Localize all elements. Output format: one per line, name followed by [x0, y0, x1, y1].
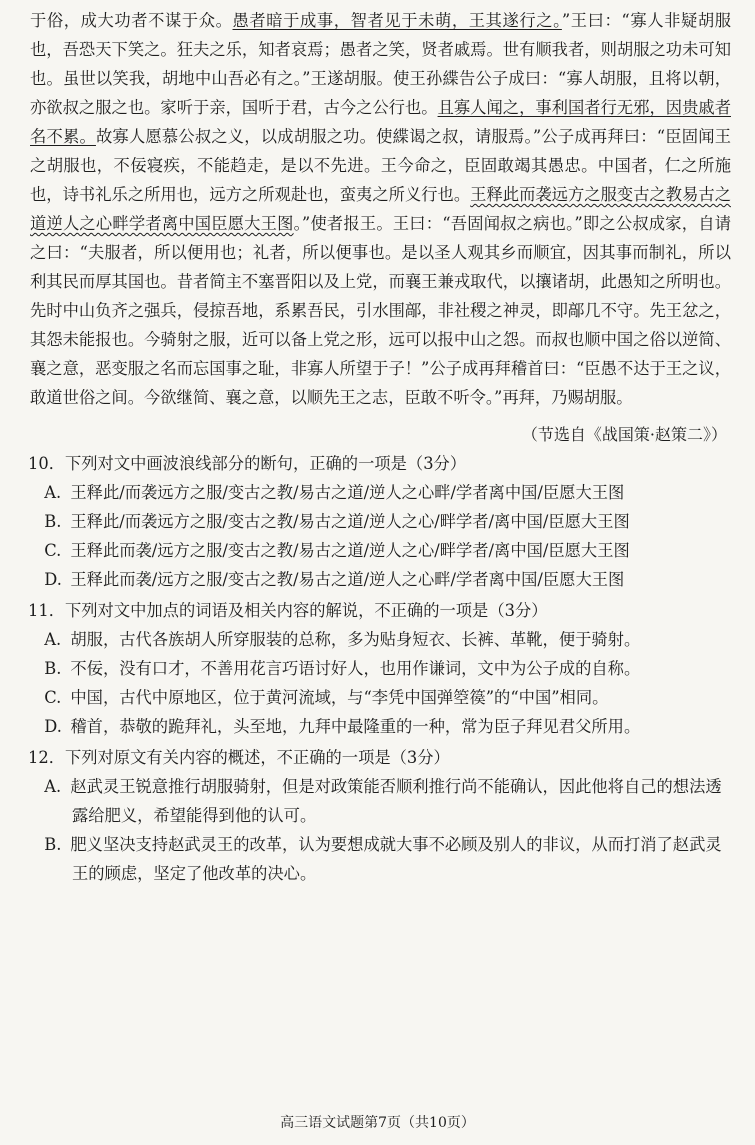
passage-text — [30, 6, 731, 412]
question-11-options — [30, 625, 731, 741]
question-10-stem: 10．下列对文中画波浪线部分的断句，正确的一项是（3分） — [28, 454, 467, 473]
passage-segment: 。”使者报王。王曰：“吾固闻叔之病也。”即之公叔成家，自请之曰：“夫服者，所以便用也；礼者，所以便事也。是以圣人观其乡而顺宜，因其事而制礼，所以利其民而厚其国也。昔者简主不塞晋阳以及上党，而襄王兼戎取代，以攘诸胡，此愚知之所明也。先时中山负齐之强兵，侵掠吾地，系累吾民，引水围鄗，非社稷之神灵，即鄗几不守。先王忿之，其怨未能报也。今骑射之服，近可以备上党之形，远可以报中山之怨。而叔也顺中国之俗以逆简、襄之意，恶变服之名而忘国事之耻，非寡人所望于子！”公子成再拜稽首曰：“臣愚不达于王之议，敢道世俗之间。今欲继简、襄之意，以顺先王之志，臣敢不听令。”再拜，乃赐胡服。 — [30, 214, 731, 407]
option-10-c: C. 王释此而袭/远方之服/变古之教/易古之道/逆人之心/畔学者/离中国/臣愿大王图 — [44, 541, 630, 560]
question-12-stem: 12．下列对原文有关内容的概述，不正确的一项是（3分） — [28, 748, 450, 767]
passage-segment: 故寡人愿慕公叔之义，以成胡服之功。使緤谒之叔，请服焉。”公子成再拜曰：“臣固闻王之胡服也，不佞寝疾，不能趋走，是以不先进。王今命之，臣固敢竭其愚忠。中国者，仁之所施也，诗书礼乐之所用也，远方之所观赴也，蛮夷之所义行也。 — [30, 127, 731, 204]
option-11-b: B. 不佞，没有口才，不善用花言巧语讨好人，也用作谦词，文中为公子成的自称。 — [44, 659, 641, 678]
question-10-options — [30, 478, 731, 594]
passage-segment: 于俗，成大功者不谋于众。 — [30, 11, 233, 30]
underlined-sentence-1: 愚者暗于成事，智者见于未萌，王其遂行之。 — [232, 11, 562, 30]
option-10-a: A. 王释此/而袭远方之服/变古之教/易古之道/逆人之心畔/学者离中国/臣愿大王图 — [44, 483, 625, 502]
option-12-b: B. 肥义坚决支持赵武灵王的改革，认为要想成就大事不必顾及别人的非议，从而打消了赵武灵王的顾虑，坚定了他改革的决心。 — [44, 835, 722, 883]
passage-source: （节选自《战国策·赵策二》） — [521, 425, 727, 444]
option-11-d: D. 稽首，恭敬的跪拜礼，头至地，九拜中最隆重的一种，常为臣子拜见君父所用。 — [44, 717, 641, 736]
underlined-sentence-2: 且寡人闻之，事利国者行无邪，因贵戚者名不累。 — [30, 98, 731, 146]
option-10-d: D. 王释此而袭/远方之服/变古之教/易古之道/逆人之心畔/学者离中国/臣愿大王图 — [44, 570, 625, 589]
page-footer: 高三语文试题第7页（共10页） — [280, 1115, 475, 1131]
option-12-a: A. 赵武灵王锐意推行胡服骑射，但是对政策能否顺利推行尚不能确认，因此他将自己的想法透露给肥义，希望能得到他的认可。 — [44, 777, 722, 825]
option-10-b: B. 王释此/而袭远方之服/变古之教/易古之道/逆人之心/畔学者/离中国/臣愿大王图 — [44, 512, 630, 531]
wavy-underlined-sentence: 王释此而袭远方之服变古之教易古之道逆人之心畔学者离中国臣愿大王图 — [30, 185, 731, 233]
option-11-c: C. 中国，古代中原地区，位于黄河流域，与“李凭中国弹箜篌”的“中国”相同。 — [44, 688, 609, 707]
passage-segment: ”王曰：“寡人非疑胡服也，吾恐天下笑之。狂夫之乐，知者哀焉；愚者之笑，贤者戚焉。世有顺我者，则胡服之功未可知也。虽世以笑我，胡地中山吾必有之。”王遂胡服。使王孙緤告公子成曰：“寡人胡服，且将以朝，亦欲叔之服之也。家听于亲，国听于君，古今之公行也。 — [30, 11, 731, 117]
option-11-a: A. 胡服，古代各族胡人所穿服装的总称，多为贴身短衣、长裤、革靴，便于骑射。 — [44, 630, 641, 649]
question-11-stem: 11．下列对文中加点的词语及相关内容的解说，不正确的一项是（3分） — [28, 601, 548, 620]
question-12-options — [30, 772, 731, 888]
